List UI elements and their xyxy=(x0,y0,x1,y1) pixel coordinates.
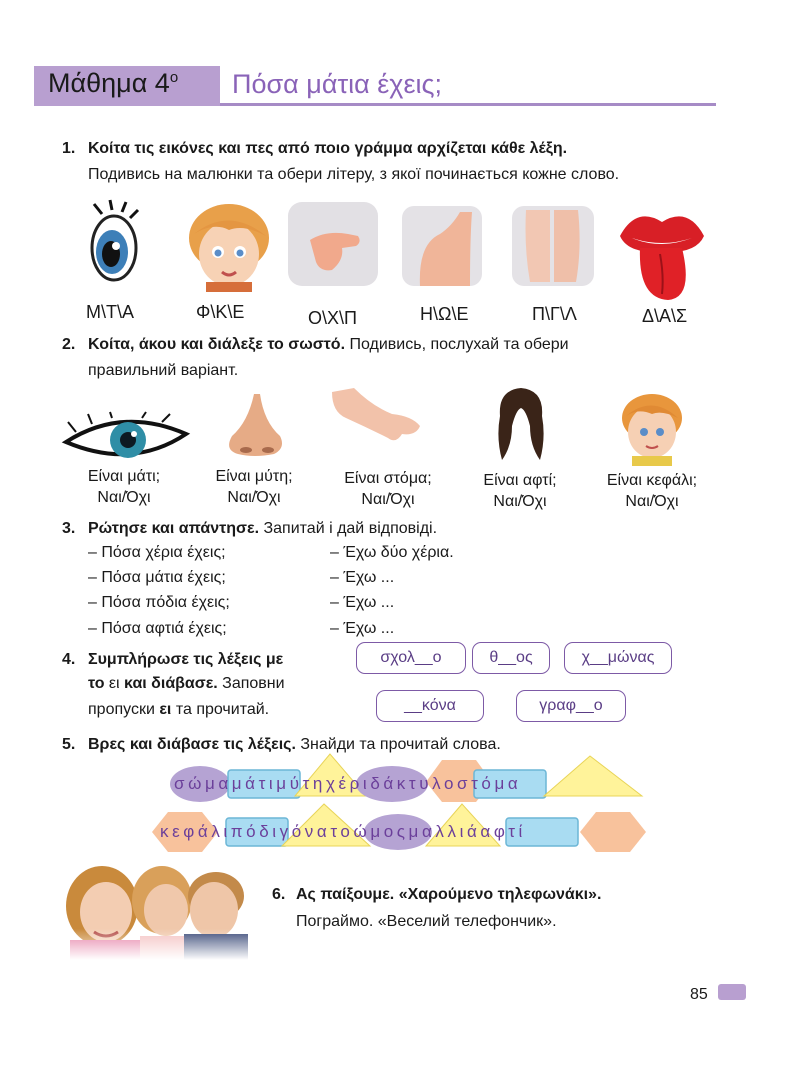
task1-title: Κοίτα τις εικόνες και πες από ποιο γράμμα αρχίζεται κάθε λέξη. xyxy=(88,140,568,157)
page-number: 85 xyxy=(690,986,708,1003)
task1-subtitle: Подивись на малюнки та обери літеру, з якої починається кожне слово. xyxy=(88,166,620,183)
child-head-icon xyxy=(618,392,686,466)
task2-caption-1: Είναι μάτι; Ναι/Όχι xyxy=(87,468,161,506)
task5-number: 5. xyxy=(62,736,76,753)
hand-photo-icon xyxy=(286,200,380,288)
task1-choice-3[interactable]: Ο\Χ\Π xyxy=(308,308,358,328)
arm-photo-icon xyxy=(332,388,424,450)
child-face-icon xyxy=(184,196,274,292)
task2-caption-2: Είναι μύτη; Ναι/Όχι xyxy=(215,468,293,506)
knees-photo-icon xyxy=(510,204,596,288)
task1-choice-5[interactable]: Π\Γ\Λ xyxy=(532,304,577,324)
task1-number: 1. xyxy=(62,140,76,157)
task3-question-4: – Πόσα αφτιά έχεις; xyxy=(88,620,227,637)
word-pill-1[interactable]: σχολ__ο xyxy=(356,642,466,674)
task1-choice-1[interactable]: Μ\Τ\Α xyxy=(86,302,134,322)
word-search-shapes xyxy=(150,752,660,864)
task4-line-1: Συμπλήρωσε τις λέξεις με xyxy=(88,651,284,668)
task3-number: 3. xyxy=(62,520,76,537)
task4-line-3: пропуски ει та прочитай. xyxy=(88,701,270,718)
page-tab-marker xyxy=(718,984,746,1000)
word-search-row-2: κεφάλιπόδιγόνατοώμοςμαλλιάαφτί xyxy=(160,822,526,841)
task2-subtitle: правильний варіант. xyxy=(88,362,239,379)
task3-answer-1: – Έχω δύο χέρια. xyxy=(330,544,454,561)
task4-line-2: το ει και διάβασε. Заповни xyxy=(88,675,285,692)
task3-question-3: – Πόσα πόδια έχεις; xyxy=(88,594,230,611)
word-pill-2[interactable]: θ__ος xyxy=(472,642,550,674)
task2-caption-3: Είναι στόμα; Ναι/Όχι xyxy=(344,470,432,508)
task2-title: Κοίτα, άκου και διάλεξε το σωστό. Подивись, послухай та обери xyxy=(88,336,569,353)
word-pill-4[interactable]: __κόνα xyxy=(376,690,484,722)
task2-caption-4: Είναι αφτί; Ναι/Όχι xyxy=(483,472,557,510)
task3-question-1: – Πόσα χέρια έχεις; xyxy=(88,544,226,561)
task3-answer-3: – Έχω ... xyxy=(330,594,395,611)
word-pill-5[interactable]: γραφ__ο xyxy=(516,690,626,722)
hair-wig-icon xyxy=(496,386,546,466)
lesson-label: Μάθημα $4^o$ xyxy=(48,68,179,98)
tongue-lips-icon xyxy=(616,206,708,302)
task6-number: 6. xyxy=(272,886,286,903)
word-search-row-1: σώμαμάτιμύτηχέριδάκτυλοστόμα xyxy=(174,774,522,793)
shoulder-photo-icon xyxy=(400,204,484,288)
children-whispering-icon xyxy=(60,856,252,960)
task1-choice-2[interactable]: Φ\Κ\Ε xyxy=(196,302,245,322)
task1-choice-6[interactable]: Δ\Α\Σ xyxy=(642,306,688,326)
task6-title: Ας παίξουμε. «Χαρούμενο τηλεφωνάκι». xyxy=(296,886,602,903)
lesson-title: Πόσα μάτια έχεις; xyxy=(232,69,442,99)
task3-answer-2: – Έχω ... xyxy=(330,569,395,586)
eye-cartoon-icon xyxy=(84,200,144,284)
task3-answer-4: – Έχω ... xyxy=(330,620,395,637)
task4-number: 4. xyxy=(62,651,76,668)
task2-number: 2. xyxy=(62,336,76,353)
task3-title: Ρώτησε και απάντησε. Запитай і дай відповіді. xyxy=(88,520,438,537)
word-pill-3[interactable]: χ__μώνας xyxy=(564,642,672,674)
task1-choice-4[interactable]: Η\Ω\Ε xyxy=(420,304,469,324)
nose-icon xyxy=(224,392,288,458)
task6-subtitle: Пограймо. «Веселий телефончик». xyxy=(296,913,557,930)
title-underline xyxy=(220,103,716,106)
task5-title: Βρες και διάβασε τις λέξεις. Знайди та прочитай слова. xyxy=(88,736,501,753)
task2-caption-5: Είναι κεφάλι; Ναι/Όχι xyxy=(606,472,698,510)
eye-photo-icon xyxy=(62,412,190,464)
task3-question-2: – Πόσα μάτια έχεις; xyxy=(88,569,226,586)
